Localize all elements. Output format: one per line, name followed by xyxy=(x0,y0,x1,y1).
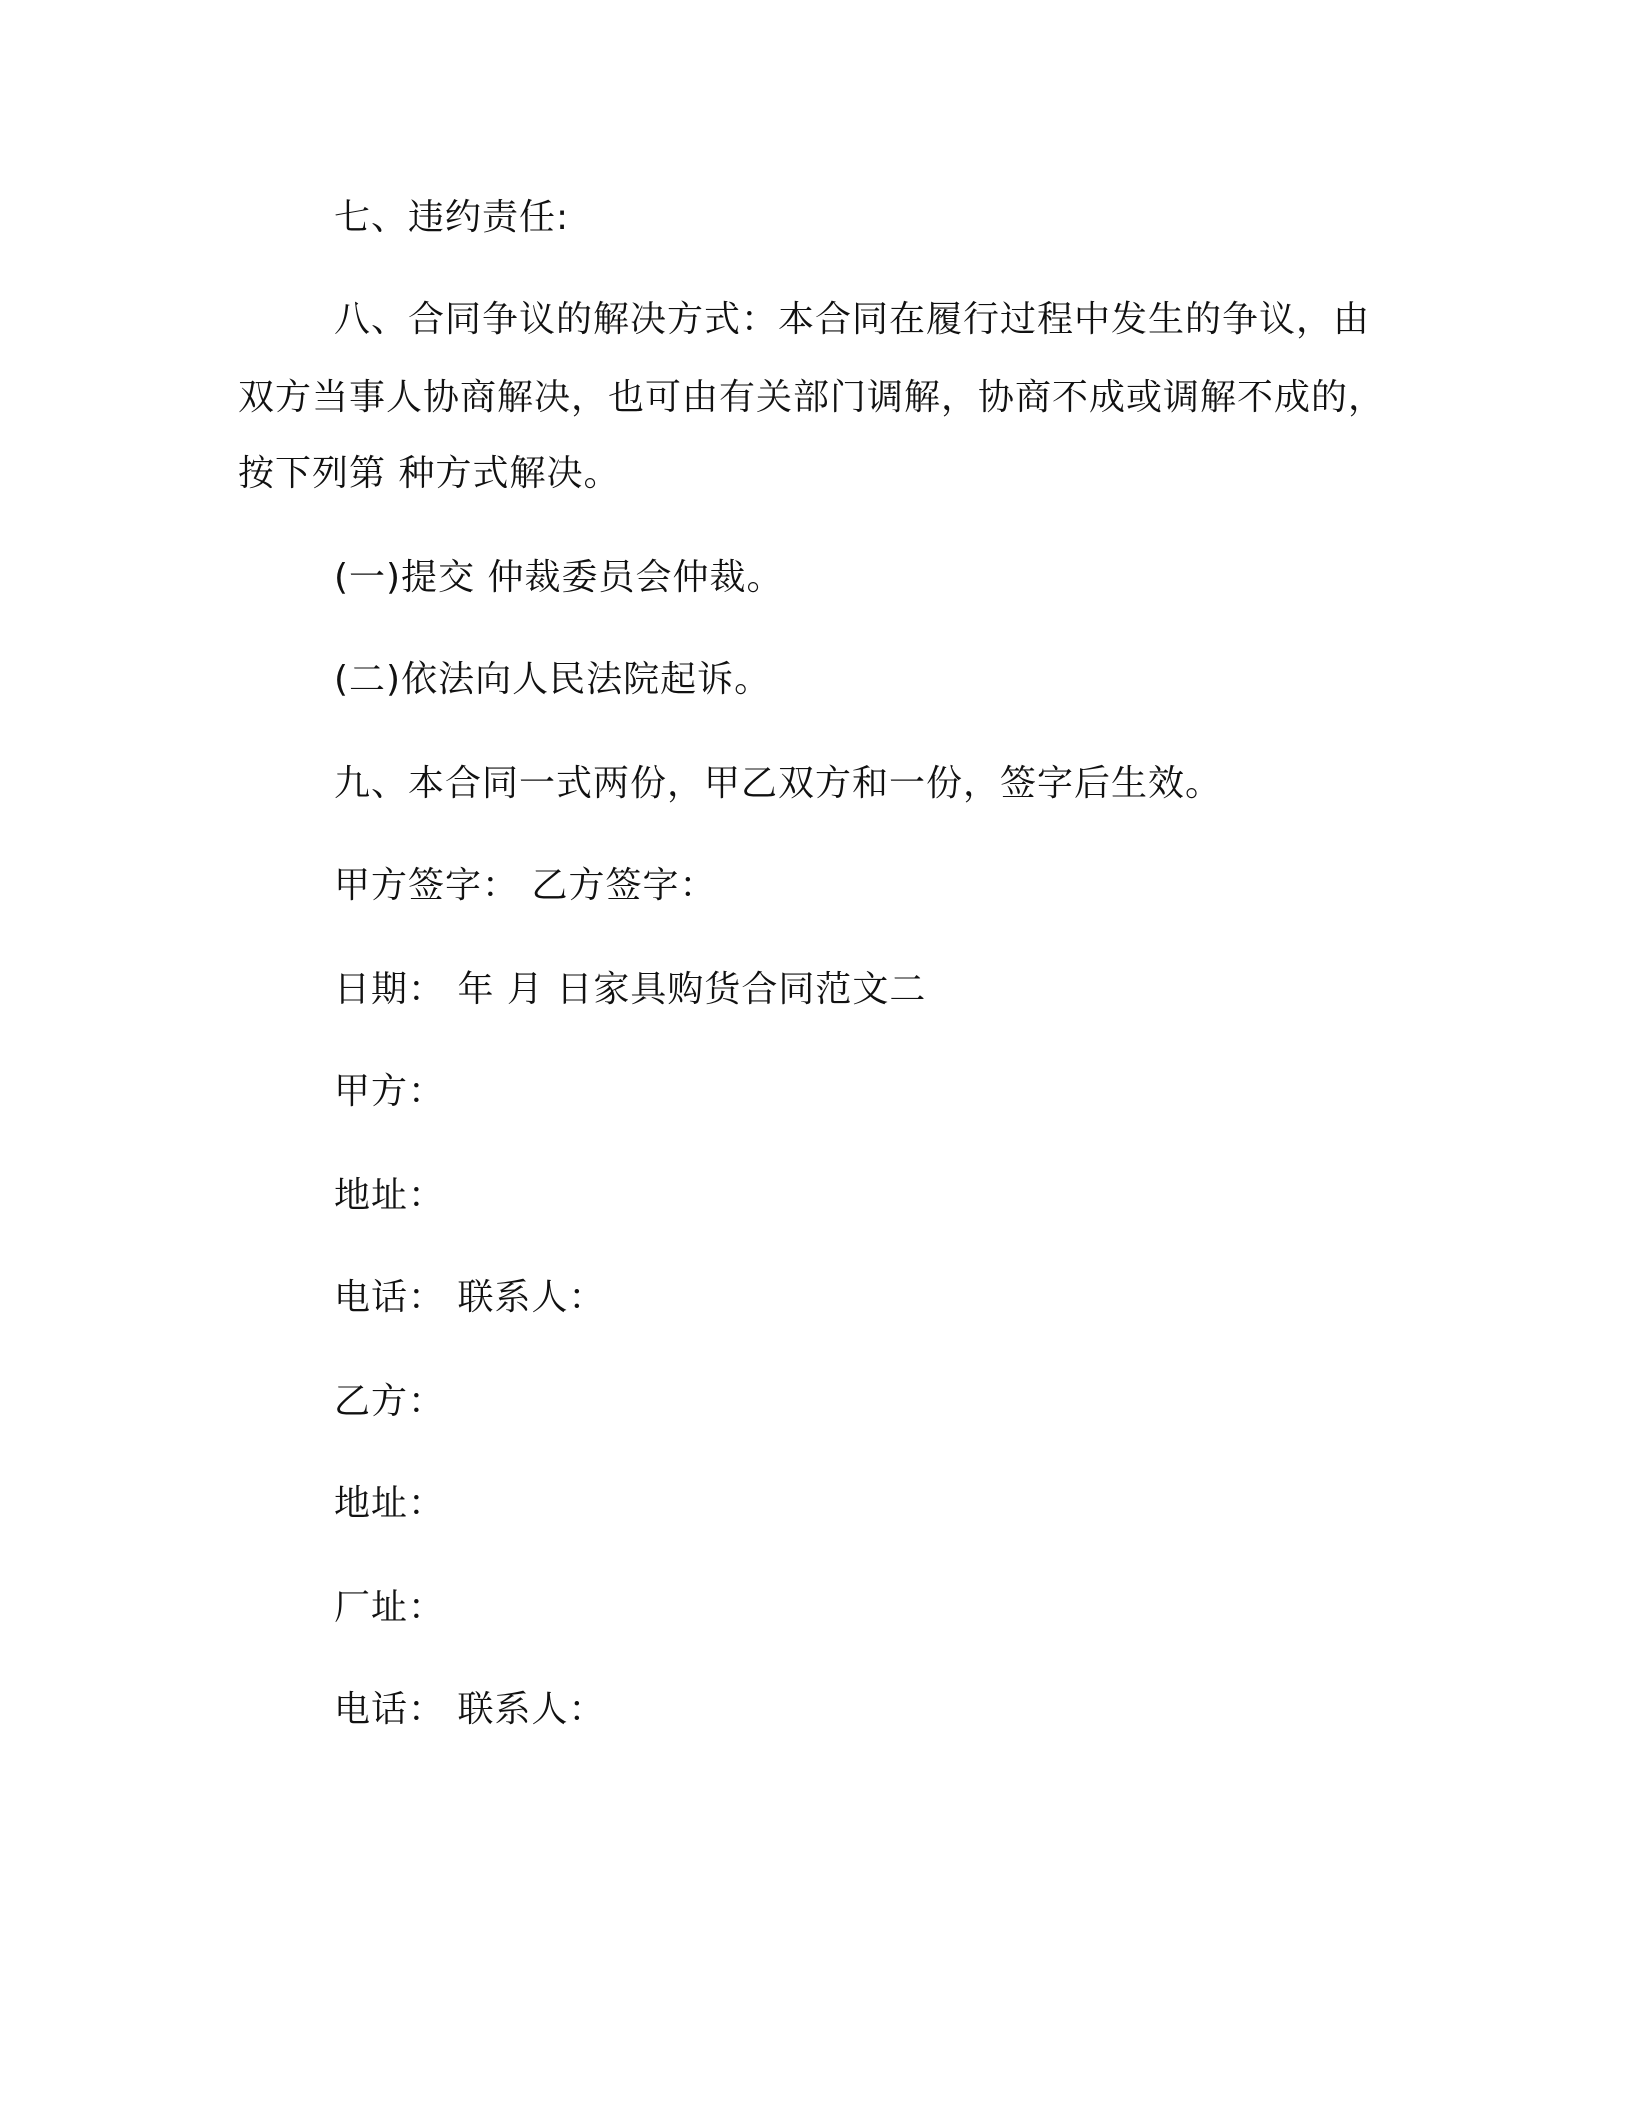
party-b-factory-address: 厂址： xyxy=(334,1587,446,1628)
signature-line: 甲方签字： 乙方签字： xyxy=(334,865,717,906)
date-line: 日期： 年 月 日家具购货合同范文二 xyxy=(334,969,927,1010)
dispute-option-arbitration: (一)提交 仲裁委员会仲裁。 xyxy=(334,557,784,598)
party-a-label: 甲方： xyxy=(334,1071,446,1112)
clause-9-copies: 九、本合同一式两份，甲乙双方和一份，签字后生效。 xyxy=(334,763,1223,804)
party-a-phone-contact: 电话： 联系人： xyxy=(334,1277,606,1318)
clause-8-dispute-line-3: 按下列第 种方式解决。 xyxy=(238,453,621,494)
party-b-phone-contact: 电话： 联系人： xyxy=(334,1689,606,1730)
party-b-address: 地址： xyxy=(334,1483,446,1524)
clause-8-dispute-line-1: 八、合同争议的解决方式：本合同在履行过程中发生的争议，由 xyxy=(334,299,1371,340)
dispute-option-court: (二)依法向人民法院起诉。 xyxy=(334,659,772,700)
party-b-label: 乙方： xyxy=(334,1381,446,1422)
clause-7-breach-liability: 七、违约责任: xyxy=(334,197,570,238)
clause-8-dispute-line-2: 双方当事人协商解决，也可由有关部门调解，协商不成或调解不成的， xyxy=(238,377,1386,418)
party-a-address: 地址： xyxy=(334,1175,446,1216)
